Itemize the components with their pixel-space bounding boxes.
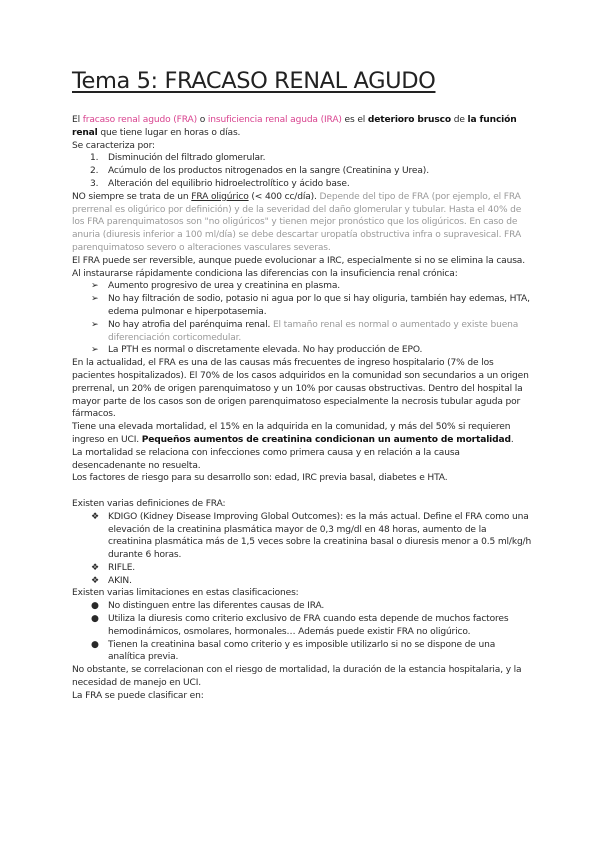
- dot-bullet-icon: ●: [91, 614, 99, 625]
- diamond-bullet-icon: ❖: [91, 562, 100, 573]
- list-item: ● Utiliza la diuresis como criterio exclusivo de FRA cuando esta depende de muchos factores hemodinámicos, osmolares, hormonales… Además puede existir FRA no oligúrico.: [91, 614, 509, 637]
- list-item: ❖ AKIN.: [91, 575, 132, 586]
- diamond-bullet-icon: ❖: [91, 575, 100, 586]
- term-ira: insuficiencia renal aguda (IRA): [207, 115, 342, 125]
- arrow-bullet-icon: ➢: [91, 294, 99, 305]
- clasificar-line: La FRA se puede clasificar en:: [72, 690, 204, 701]
- arrow-bullet-icon: ➢: [91, 281, 99, 292]
- mortalidad-paragraph: Tiene una elevada mortalidad, el 15% en la adquirida en la comunidad, y más del 50% si requieren ingreso en UCI. Pequeños aumentos de creatinina condicionan un aumento de mortalidad.: [72, 422, 514, 445]
- term-fra: fracaso renal agudo (FRA): [82, 115, 197, 125]
- arrow-bullet-icon: ➢: [91, 319, 99, 330]
- list-item: ➢ La PTH es normal o discretamente elevada. No hay producción de EPO.: [91, 345, 423, 356]
- list-item: 2. Acúmulo de los productos nitrogenados en la sangre (Creatinina y Urea).: [90, 166, 429, 177]
- oliguric-paragraph: NO siempre se trata de un FRA oligúrico (< 400 cc/día). Depende del tipo de FRA (por ejemplo, el FRA prerrenal es oligúrico por definición) y de la severidad del daño glomerular y tubular. Hasta el 40% de los FRA parenquimatosos son "no oligúricos" y tienen mejor pronóstico que los oligúricos. En caso de anuria (diuresis inferior a 100 ml/día) se debe descartar uropatía obstructiva infra o supravesical. FRA parenquimatoso severo o alteraciones vasculares severas.: [72, 191, 522, 253]
- diamond-bullet-icon: ❖: [91, 511, 100, 522]
- reversible-paragraph: El FRA puede ser reversible, aunque puede evolucionar a IRC, especialmente si no se elimina la causa.: [72, 255, 525, 266]
- noobstante-paragraph: No obstante, se correlacionan con el riesgo de mortalidad, la duración de la estancia hospitalaria, y la necesidad de manejo en UCI.: [72, 665, 522, 689]
- list-item: ● Tienen la creatinina basal como criterio y es imposible utilizarlo si no se dispone de una analítica previa.: [91, 639, 496, 663]
- intro-paragraph: El fracaso renal agudo (FRA) o insuficiencia renal aguda (IRA) es el deterioro brusco de la función renal que tiene lugar en horas o días.: [72, 115, 517, 138]
- list-item: ➢ Aumento progresivo de urea y creatinina en plasma.: [91, 281, 340, 292]
- limitations-list: [72, 600, 532, 664]
- page-title: Tema 5: FRACASO RENAL AGUDO: [72, 68, 436, 94]
- caracteriza-line: Se caracteriza por:: [72, 140, 155, 151]
- actualidad-paragraph: En la actualidad, el FRA es una de las causas más frecuentes de ingreso hospitalario (7% de los pacientes hospitalizados). El 70% de los casos adquiridos en la comunidad son secundarios a un origen prerrenal, un 20% de origen parenquimatoso y un 10% por causas obstructivas. Dentro del hospital la mayor parte de los casos son de origen parenquimatoso especialmente la necrosis tubular aguda por fármacos.: [72, 358, 529, 420]
- list-item: ● No distinguen entre las diferentes causas de IRA.: [91, 601, 325, 612]
- list-item: ❖ KDIGO (Kidney Disease Improving Global Outcomes): es la más actual. Define el FRA como una elevación de la creatinina plasmática mayor de 0,3 mg/dl en 48 horas, aumento de la creatinina plasmática más de 1,5 veces sobre la creatinina basal o diuresis menor a 0.5 ml/kg/h durante 6 horas.: [91, 511, 532, 561]
- dot-bullet-icon: ●: [91, 601, 99, 612]
- differences-list: [72, 280, 532, 357]
- list-item: 3. Alteración del equilibrio hidroelectrolítico y ácido base.: [90, 178, 350, 189]
- arrow-bullet-icon: ➢: [91, 345, 99, 356]
- dot-bullet-icon: ●: [91, 639, 99, 650]
- limitaciones-line: Existen varias limitaciones en estas clasificaciones:: [72, 588, 299, 599]
- characteristics-list: [72, 152, 532, 190]
- riesgo-paragraph: Los factores de riesgo para su desarrollo son: edad, IRC previa basal, diabetes e HTA.: [72, 473, 448, 484]
- document-body: [72, 114, 532, 703]
- list-item: ➢ No hay atrofia del parénquima renal. El tamaño renal es normal o aumentado y existe buena diferenciación corticomedular.: [91, 319, 519, 343]
- list-item: ❖ RIFLE.: [91, 562, 136, 573]
- infecciones-paragraph: La mortalidad se relaciona con infecciones como primera causa y en relación a la causa desencadenante no resuelta.: [72, 447, 460, 471]
- list-item: ➢ No hay filtración de sodio, potasio ni agua por lo que si hay oliguria, también hay edemas, HTA, edema pulmonar e hiperpotasemia.: [91, 294, 530, 317]
- instaurarse-line: Al instaurarse rápidamente condiciona las diferencias con la insuficiencia renal crónica:: [72, 268, 458, 279]
- definiciones-line: Existen varias definiciones de FRA:: [72, 498, 226, 509]
- list-item: 1. Disminución del filtrado glomerular.: [90, 153, 266, 164]
- definitions-list: [72, 511, 532, 588]
